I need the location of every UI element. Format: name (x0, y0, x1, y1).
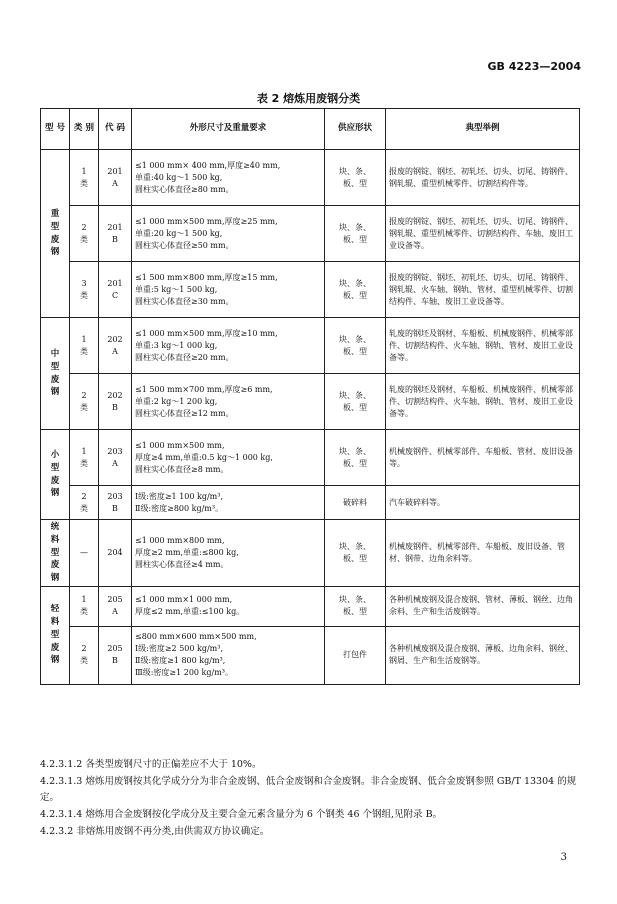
requirements-cell: Ⅰ级:密度≥1 100 kg/m³, Ⅱ级:密度≥800 kg/m³。 (132, 486, 325, 520)
example-cell: 各种机械废钢及混合废钢、管材、薄板、钢丝、边角余料、生产和生活废钢等。 (386, 586, 580, 626)
example-cell: 报废的钢锭、钢坯、初轧坯、切头、切尾、铸钢件、钢轧辊、重型机械零件、切割结构件、车轴、废旧工业设备等。 (386, 206, 580, 262)
type-cell: 轻 料 型 废 钢 (41, 586, 70, 684)
scrap-steel-classification-table (40, 108, 580, 685)
shape-cell: 块、条、 板、型 (325, 430, 386, 486)
code-cell: 201 B (99, 206, 132, 262)
example-cell: 轧废的钢坯及钢材、车船板、机械废钢件、机械零部件、切割结构件、火车轴、钢轨、管材、废旧工业设备等。 (386, 374, 580, 430)
class-cell: 1 类 (70, 430, 99, 486)
class-cell: — (70, 520, 99, 587)
group-light-scrap (41, 586, 580, 684)
requirements-cell: ≤1 500 mm×700 mm,厚度≥6 mm, 单重:2 kg～1 200 kg, 圆柱实心体直径≥12 mm。 (132, 374, 325, 430)
group-medium-scrap (41, 318, 580, 430)
clause-paragraph: 4.2.3.1.2 各类型废钢尺寸的正偏差应不大于 10%。 (40, 759, 262, 770)
code-cell: 203 B (99, 486, 132, 520)
clause-paragraph: 4.2.3.2 非熔炼用废钢不再分类,由供需双方协议确定。 (40, 825, 270, 837)
table-row (41, 520, 580, 587)
requirements-cell: ≤1 000 mm×500 mm, 厚度≥4 mm,单重:0.5 kg～1 000 kg, 圆柱实心体直径≥8 mm。 (132, 430, 325, 486)
requirements-cell: ≤1 000 mm×500 mm,厚度≥25 mm, 单重:20 kg～1 500 kg, 圆柱实心体直径≥50 mm。 (132, 206, 325, 262)
table-caption: 表 2 熔炼用废钢分类 (256, 92, 361, 105)
code-cell: 205 A (99, 586, 132, 626)
class-cell: 2 类 (70, 374, 99, 430)
table-row (41, 430, 580, 486)
type-cell: 小 型 废 钢 (41, 430, 70, 520)
shape-cell: 块、条、 板、型 (325, 318, 386, 374)
shape-cell: 块、条、 板、型 (325, 150, 386, 206)
class-cell: 2 类 (70, 626, 99, 684)
group-mixed-scrap (41, 520, 580, 587)
shape-cell: 块、条、 板、型 (325, 262, 386, 318)
table-row (41, 318, 580, 374)
table-header-row (41, 109, 580, 150)
shape-cell: 块、条、 板、型 (325, 374, 386, 430)
class-cell: 3 类 (70, 262, 99, 318)
code-cell: 205 B (99, 626, 132, 684)
example-cell: 轧废的钢坯及钢材、车船板、机械废钢件、机械零部件、切割结构件、火车轴、钢轨、管材、废旧工业设备等。 (386, 318, 580, 374)
shape-cell: 块、条、 板、型 (325, 586, 386, 626)
code-cell: 201 C (99, 262, 132, 318)
shape-cell: 打包件 (325, 626, 386, 684)
table-row (41, 150, 580, 206)
requirements-cell: ≤1 000 mm× 400 mm,厚度≥40 mm, 单重:40 kg～1 500 kg, 圆柱实心体直径≥80 mm。 (132, 150, 325, 206)
table-row (41, 486, 580, 520)
table-row (41, 626, 580, 684)
class-cell: 1 类 (70, 150, 99, 206)
table-row (41, 374, 580, 430)
col-header-class: 类 别 (70, 109, 99, 150)
shape-cell: 块、条、 板、型 (325, 206, 386, 262)
col-header-examples: 典型举例 (386, 109, 580, 150)
example-cell: 汽车破碎料等。 (386, 486, 580, 520)
code-cell: 204 (99, 520, 132, 587)
group-heavy-scrap (41, 150, 580, 318)
group-small-scrap (41, 430, 580, 520)
code-cell: 201 A (99, 150, 132, 206)
class-cell: 2 类 (70, 206, 99, 262)
example-cell: 机械废钢件、机械零部件、车船板、管材、废旧设备等。 (386, 430, 580, 486)
table-row (41, 586, 580, 626)
requirements-cell: ≤1 500 mm×800 mm,厚度≥15 mm, 单重:5 kg～1 500 kg, 圆柱实心体直径≥30 mm。 (132, 262, 325, 318)
code-cell: 203 A (99, 430, 132, 486)
col-header-requirements: 外形尺寸及重量要求 (132, 109, 325, 150)
requirements-cell: ≤800 mm×600 mm×500 mm, Ⅰ级:密度≥2 500 kg/m³, Ⅱ级:密度≥1 800 kg/m³, Ⅲ级:密度≥1 200 kg/m³。 (132, 626, 325, 684)
table-row (41, 262, 580, 318)
page-number: 3 (560, 852, 567, 863)
example-cell: 报废的钢锭、钢坯、初轧坯、切头、切尾、铸钢件、钢轧辊、火车轴、钢轨、管材、重型机械零件、切割结构件、车轴、废旧工业设备等。 (386, 262, 580, 318)
type-cell: 重 型 废 钢 (41, 150, 70, 318)
clause-paragraph: 4.2.3.1.3 熔炼用废钢按其化学成分分为非合金废钢、低合金废钢和合金废钢。非合金废钢、低合金废钢参照 GB/T 13304 的规定。 (40, 775, 577, 804)
requirements-cell: ≤1 000 mm×1 000 mm, 厚度≤2 mm,单重:≤100 kg。 (132, 586, 325, 626)
shape-cell: 块、条、 板、型 (325, 520, 386, 587)
clause-notes (40, 757, 580, 840)
example-cell: 机械废钢件、机械零部件、车船板、废旧设备、管材、钢带、边角余料等。 (386, 520, 580, 587)
shape-cell: 破碎料 (325, 486, 386, 520)
clause-paragraph: 4.2.3.1.4 熔炼用合金废钢按化学成分及主要合金元素含量分为 6 个钢类 46 个钢组,见附录 B。 (40, 808, 443, 820)
type-cell: 统 料 型 废 钢 (41, 520, 70, 587)
code-cell: 202 B (99, 374, 132, 430)
example-cell: 各种机械废钢及混合废钢、薄板、边角余料、钢丝、钢屑、生产和生活废钢等。 (386, 626, 580, 684)
example-cell: 报废的钢锭、钢坯、初轧坯、切头、切尾、铸钢件、钢轧辊、重型机械零件、切割结构件等。 (386, 150, 580, 206)
col-header-shape: 供应形状 (325, 109, 386, 150)
class-cell: 2 类 (70, 486, 99, 520)
col-header-type: 型 号 (41, 109, 70, 150)
requirements-cell: ≤1 000 mm×800 mm, 厚度≥2 mm,单重:≤800 kg, 圆柱实心体直径≥4 mm。 (132, 520, 325, 587)
type-cell: 中 型 废 钢 (41, 318, 70, 430)
requirements-cell: ≤1 000 mm×500 mm,厚度≥10 mm, 单重:3 kg～1 000 kg, 圆柱实心体直径≥20 mm。 (132, 318, 325, 374)
standard-number: GB 4223—2004 (487, 60, 581, 73)
table-row (41, 206, 580, 262)
class-cell: 1 类 (70, 586, 99, 626)
class-cell: 1 类 (70, 318, 99, 374)
code-cell: 202 A (99, 318, 132, 374)
col-header-code: 代 码 (99, 109, 132, 150)
